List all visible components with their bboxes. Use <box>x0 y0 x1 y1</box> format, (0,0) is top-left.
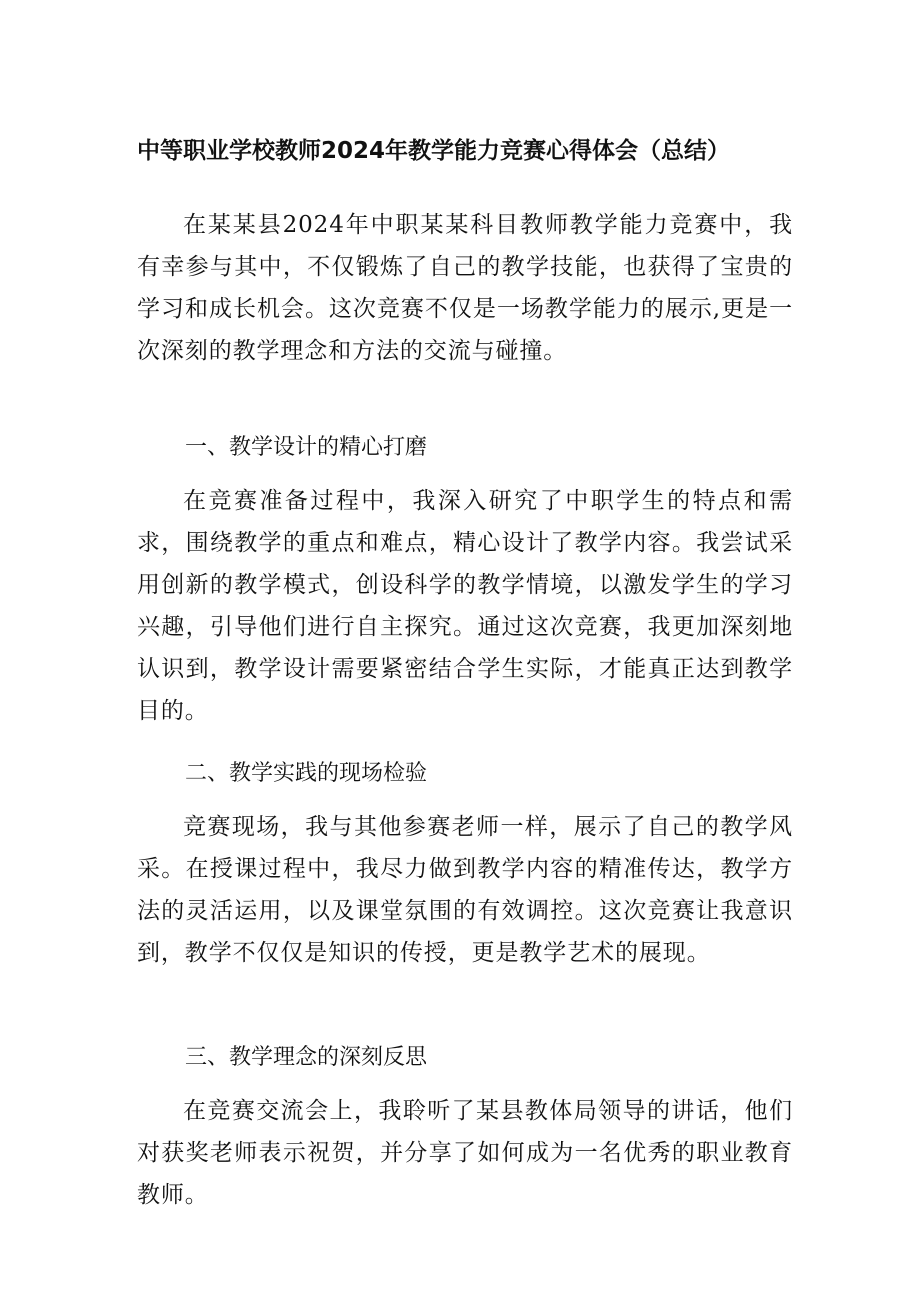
paragraph-intro: 在某某县2024年中职某某科目教师教学能力竞赛中，我有幸参与其中，不仅锻炼了自己的教学技能，也获得了宝贵的学习和成长机会。这次竞赛不仅是一场教学能力的展示,更是一次深刻的教学理念和方法的交流与碰撞。 <box>137 212 793 364</box>
paragraph-section-1: 在竞赛准备过程中，我深入研究了中职学生的特点和需求，围绕教学的重点和难点，精心设计了教学内容。我尝试采用创新的教学模式，创设科学的教学情境，以激发学生的学习兴趣，引导他们进行自主探究。通过这次竞赛，我更加深刻地认识到，教学设计需要紧密结合学生实际，才能真正达到教学目的。 <box>137 488 793 724</box>
section-heading-2: 二、教学实践的现场检验 <box>185 761 428 786</box>
section-heading-1: 一、教学设计的精心打磨 <box>185 435 428 460</box>
section-heading-3: 三、教学理念的深刻反思 <box>185 1045 428 1070</box>
paragraph-section-3: 在竞赛交流会上，我聆听了某县教体局领导的讲话，他们对获奖老师表示祝贺，并分享了如何成为一名优秀的职业教育教师。 <box>137 1098 793 1208</box>
paragraph-section-2: 竞赛现场，我与其他参赛老师一样，展示了自己的教学风采。在授课过程中，我尽力做到教学内容的精准传达，教学方法的灵活运用，以及课堂氛围的有效调控。这次竞赛让我意识到，教学不仅仅是知识的传授，更是教学艺术的展现。 <box>137 814 793 966</box>
document-title: 中等职业学校教师2024年教学能力竞赛心得体会（总结） <box>137 138 731 164</box>
